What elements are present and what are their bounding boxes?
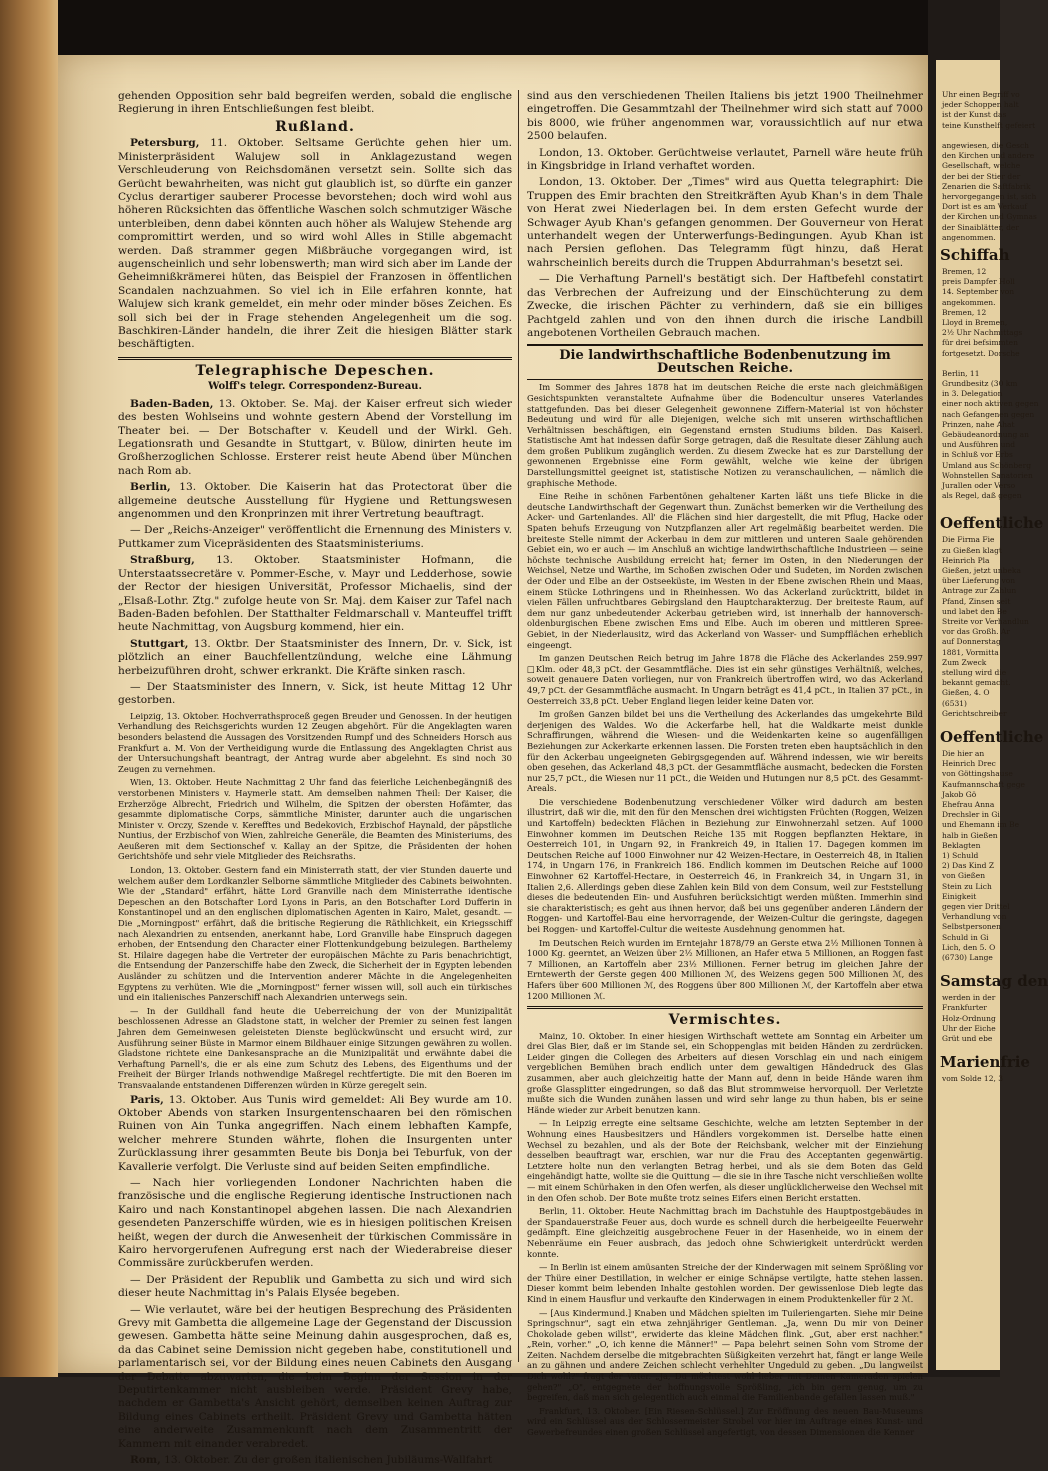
dateline: Stuttgart,	[130, 637, 189, 650]
london-news-1: London, 13. Oktober. Gerüchtweise verlautet, Parnell wäre heute früh in Kingsbridge in Irland verhaftet worden.	[527, 146, 923, 173]
london-article-2: — In der Guildhall fand heute die Ueberreichung der von der Munizipalität beschlossenen Adresse an Gladstone statt, in welcher der Premier zu seinen fest langen Jahren dem Gemeinwesen geleisteten Dienste beglückwünscht und ersucht wird, zur Ausführung seiner Büste in Marmor einem Bildhauer einige Sitzungen gewähren zu wollen. Gladstone richtete eine Dankesansprache an die Munizipalität und erwähnte dabei die Verhaftung Parnell's, die er als eine zum Schutz des Lebens, des Eigenthums und der Freiheit der Bürger Irlands nothwendige Maßregel rechtfertigte. Die mit den Boeren im Transvaalande entstandenen Differenzen würden in Kürze geregelt sein.	[118, 1005, 512, 1090]
edge-text-line: der Kirchen und Gymnas	[942, 212, 1037, 222]
dateline: Berlin,	[130, 481, 171, 494]
adjacent-page-edge	[936, 60, 1048, 1370]
edge-text-line: Uhr der Eiche	[942, 1023, 996, 1033]
edge-heading: Schiffah	[940, 246, 1010, 264]
edge-text-line: und Ausführen und	[942, 440, 1016, 450]
edge-text-line: Jurallen oder Verso	[942, 481, 1016, 490]
edge-text-line: Zum Zweck	[942, 657, 987, 667]
edge-text-line: vor das Großh. Ar	[942, 627, 1010, 637]
wien-article: Wien, 13. Oktober. Heute Nachmittag 2 Uhr fand das feierliche Leichenbegängniß des verstorbenen Ministers v. Haymerle statt. Am demselben nahmen Theil: Der Kaiser, die Erzherzöge Albrecht, Friedrich und Wilhelm, die Spitzen der obersten Hofämter, das gesammte diplomatische Corps, sämmtliche Minister, darunter auch die ungarischen Minister v. Orczy, Szende v. Kerefftes und Bedekovich, Erzbischof Haynald, der päpstliche Nuntius, der Erzbischof von Wien, zahlreiche Generäle, die Beamten des Ministeriums, des Aeußeren mit dem Sectionschef v. Kallay an der Spitze, die Präsidenten der hohen Gerichtshöfe und sehr viele Mitglieder des Reichsraths.	[118, 777, 512, 862]
edge-text-line: Lich, den 5. O	[942, 942, 996, 952]
strassburg-article	[118, 554, 512, 634]
edge-text-line: für drei befsimmten	[942, 338, 1018, 348]
london-news-2: London, 13. Oktober. Der „Times" wird aus Quetta telegraphirt: Die Truppen des Emir brachten den Streitkräften Ayub Khan's in dem Thale von Herat zwei Niederlagen bei. In dem ersten Gefecht wurde der Schwager Ayub Khan's gefangen genommen. Der Gouverneur von Herat unterhandelt wegen der Unterwerfungs-Bedingungen. Ayub Khan ist nach Persien geflohen. Das Telegramm fügt hinzu, daß Herat wahrscheinlich bereits durch die Truppen Abdurrahman's besetzt sei.	[527, 176, 923, 269]
edge-text-line: Umland aus Schönberg	[942, 460, 1031, 470]
article-text: Zu der großen italienischen Jubiläums-Wallfahrt	[233, 1454, 493, 1467]
edge-text-line: ist der Kunst das	[942, 110, 1007, 120]
misc-article: Berlin, 11. Oktober. Heute Nachmittag brach im Dachstuhle des Hauptpostgebäudes in der Spandauerstraße Feuer aus, doch wurde es schnell durch die herbeigeeilte Feuerwehr gedämpft. Eine gleichzeitig ausgebrochene Feuer in der Hasenheide, wo in einem der Nebenräume ein Feuer ausbrach, das jedoch ohne Schwierigkeit unterdrückt werden konnte.	[527, 1206, 923, 1259]
edge-text-line: hervorgegangen ist, sich	[942, 192, 1037, 201]
edge-text-line: jeder Schoppen halt	[942, 100, 1019, 110]
edge-text-line: Gießen, 4. O	[942, 688, 990, 698]
rom-article	[118, 1454, 512, 1467]
date: 13. Oktbr.	[193, 637, 250, 650]
edge-text-line: und Ehemann im Be	[942, 820, 1020, 830]
edge-text-line: Streite vor Verhandlun	[942, 617, 1029, 626]
dateline: Rom,	[130, 1454, 161, 1467]
edge-text-line: Einigkeit	[942, 891, 977, 901]
column-divider	[518, 90, 519, 1362]
misc-article: Mainz, 10. Oktober. In einer hiesigen Wirthschaft wettete am Sonntag ein Arbeiter um drei Glas Bier, daß er im Stande sei, ein Schoppenglas mit beiden Händen zu zerdrücken. Leider gingen die Collegen des Arbeiters auf diesen Vorschlag ein und nach einigem vergeblichen Bemühen brach endlich unter dem gewaltigen Händedruck des Glas zusammen, aber auch gleichzeitig hatte der Mann auf, denn in beide Hände waren ihm große Glassplitter eingedrungen, so daß das Blut strommweise hervorquoll. Der Verletzte mußte sich die Wunden zunähen lassen und wird sehr lange zu thun haben, bis er seine Hände wieder zur Arbeit benutzen kann.	[527, 1030, 923, 1115]
berlin-article	[118, 481, 512, 521]
feature-paragraph: Die verschiedene Bodenbenutzung verschiedener Völker wird dadurch am besten illustrirt, daß wir die, mit den für den Menschen drei wichtigsten Früchten (Roggen, Weizen und Kartoffeln) bedeckten Flächen in Beziehung zur Einwohnerzahl setzen. Auf 1000 Einwohner kommen im Deutschen Reiche 135 mit Roggen bepflanzten Hektare, in Oesterreich 101, in Ungarn 92, in Frankreich 49, in Italien 17. Dagegen kommen im Deutschen Reiche auf 1000 Einwohner nur 42 Weizen-Hectare, in Oesterreich 48, in Italien 174, in Ungarn 176, in Frankreich 186. Endlich kommen im Deutschen Reiche auf 1000 Einwohner 62 Kartoffel-Hectare, in Oesterreich 46, in Frankreich 34, in Ungarn 31, in Italien 2,6. Allerdings geben diese Zahlen kein Bild von dem Consum, weil zur Feststellung dieses die bedeutenden Ein- und Ausfuhren berücksichtigt werden müßten. Immerhin sind sie charakteristisch; es geht aus ihnen hervor, daß bei uns gegenüber anderen Ländern der Roggen- und Kartoffel-Bau eine hervorragende, der Weizen-Cultur die geringste, dagegen bei Roggen- und Kartoffel-Cultur die weiteste Ausdehnung genommen hat.	[527, 796, 923, 934]
edge-text-line: Die Firma Fie	[942, 535, 995, 545]
petersburg-article	[118, 137, 512, 352]
edge-text-line: 1) Schuld	[942, 851, 979, 860]
feature-paragraph: Eine Reihe in schönen Farbentönen gehaltener Karten läßt uns tiefe Blicke in die deutsche Landwirthschaft der Gegenwart thun. Zunächst bemerken wir die Vertheilung des Acker- und Gartenlandes. All' die Flächen sind hier dargestellt, die mit Pflug, Hacke oder Spaten behufs Erzeugung von Nutzpflanzen aller Art regelmäßig bearbeitet werden. Die breiteste Stelle nimmt der Ackerbau in dem zur mittleren und unteren Saale gehörenden Gebiet ein, wo er auch — im Anschluß an wichtige landwirthschaftliche Industrieen — seine höchste technische Ausbildung erreicht hat; ferner im Osten, in den Niederungen der Weichsel, Netze und Warthe, im Schoßen zwischen Oder und Sudeten, im Norden zwischen der Oder und Elbe an der Ostseeküste, im Westen in der Ebene zwischen Rhein und Maas, einem Stücke Lothringens und in Rheinhessen. Wo das Ackerland zurücktritt, bildet in vielen Fällen unfruchtbares Gebirgsland den Hauptcharakterzug. Der breiteste Raum, auf dem nur ganz unbedeutender Ackerbau getrieben wird, ist innerhalb der hannoversch-oldenburgischen Ebene zwischen Ems und Elbe. Auch im oberen und mittleren Spree-Gebiet, in der Niederlausitz, wird das Ackerland von Wasser- und Sumpfflächen erheblich eingeengt.	[527, 491, 923, 650]
stuttgart-article	[118, 638, 512, 678]
edge-text-line: Gesellschaft, welche	[942, 161, 1021, 171]
edge-text-line: (6531)	[942, 698, 967, 708]
misc-article: — [Aus Kindermund.] Knaben und Mädchen spielten im Tuileriengarten. Siehe mir Deine Springschnur", sagt ein etwa zehnjähriger Gentleman. „Ja, wenn Du mir von Deiner Chokolade geben willst", erwiderte das kleine Mädchen flink. „Gut, aber erst nachher." „Rein, vorher." „O, ich kenne die Männer!" — Papa belehrt seinen Sohn vom Strome der Zeiten. Nachdem derselbe die mitgebrachten Süßigkeiten verzehrt hat, fängt er lange Weile an zu gähnen und andere Zeichen schlecht verhehlter Ungeduld zu geben. „Du langweilst Dich wohl?" fragt der Vater. „Ja, Du möchtest wohl lieber mit Deinen Kameraden spielen gehen?" „O", entgegnete der hoffnungsvolle Sprößling, „ich bin gern genug, um zu begreifen, daß man sich gelegentlich auch einmal die Familienbande gefallen lassen muß."	[527, 1307, 923, 1403]
edge-text-line: fortgesetzt. Dorsche	[942, 348, 1020, 358]
edge-text-line: 14. September von	[942, 287, 1015, 297]
article-text: Die Kaiserin hat das Protectorat über die allgemeine deutsche Ausstellung für Hygiene und Rettungswesen angenommen und den Kronprinzen mit ihrer Vertretung beauftragt.	[118, 481, 512, 521]
leipzig-article: Leipzig, 13. Oktober. Hochverrathsproceß gegen Breuder und Genossen. In der heutigen Verhandlung des Reichsgerichts wurden 12 Zeugen abgehört. Für die Angeklagten waren besonders belastend die Aussagen des Vorsitzenden Rumpf und des Schneiders Horsch aus Frankfurt a. M. Von der Vertheidigung wurde die Entlassung des Angeklagten Christ aus der Untersuchungshaft beantragt, der Antrag wurde aber abgelehnt. Es sind noch 30 Zeugen zu vernehmen.	[118, 710, 512, 774]
feature-paragraph: Im Sommer des Jahres 1878 hat im deutschen Reiche die erste nach gleichmäßigen Gesichtspunkten veranstaltete Aufnahme über die Bodencultur unseres Vaterlandes stattgefunden. Das bei dieser Gelegenheit gewonnene Ziffern-Material ist von höchster Bedeutung und wird für alle Diejenigen, welche sich mit unseren wirthschaftlichen Verhältnissen beschäftigen, ein Gegenstand ernsten Studiums bilden. Das Kaiserl. Statistische Amt hat indessen dafür Sorge getragen, daß die Resultate dieser Zählung auch dem großen Publikum zugänglich werden. Zu diesem Zwecke hat es zur Darstellung der gewonnenen Ergebnisse eine Form gewählt, welche wie keine der übrigen Darstellungsmittel geeignet ist, statistische Notizen zu veranschaulichen, — nämlich die graphische Methode.	[527, 382, 923, 488]
dateline: Petersburg,	[130, 137, 200, 150]
edge-text-line: angekommen.	[942, 297, 996, 307]
date: 13. Oktober.	[216, 554, 301, 567]
date: 13. Oktober.	[218, 397, 287, 410]
edge-text-line: nach Gefangenen gegen	[942, 409, 1035, 419]
edge-text-line: Frankfurter	[942, 1003, 987, 1013]
edge-text-line: gegen vier Drittel	[942, 902, 1010, 911]
article-text: Se. Maj. der Kaiser erfreut sich wieder des besten Wohlseins und wohnte gestern Abend der Vorstellung im Theater bei. — Der Botschafter v. Keudell und der Wirkl. Geh. Legationsrath und Gesandte in Stuttgart, v. Bülow, dinirten heute im Großherzoglichen Schlosse. Ersterer reist heute Abend über München nach Rom ab.	[118, 397, 512, 477]
edge-text-line: preis Dampfer Holl	[942, 277, 1015, 287]
edge-text-line: und labet den Be	[942, 606, 1007, 616]
edge-text-line: von Göttingshause	[942, 769, 1013, 779]
dateline: Paris,	[130, 1093, 164, 1106]
date: 13. Oktober.	[168, 1093, 237, 1106]
edge-text-line: stellung wird die	[942, 668, 1007, 677]
section-heading-vermischtes: Vermischtes.	[668, 1012, 782, 1029]
left-column	[118, 90, 512, 1471]
edge-text-line: einer noch aktiven gegen	[942, 399, 1039, 409]
edge-text-line: über Lieferung von	[942, 576, 1016, 586]
edge-heading: Marienfrie	[940, 1053, 1030, 1072]
edge-text-line: als Regel, daß gegen	[942, 491, 1022, 501]
edge-text-line: Pfand, Zinsen seit	[942, 596, 1011, 606]
edge-text-line: vom Solde 12, 3	[942, 1074, 1004, 1084]
paris-article-2: — Nach hier vorliegenden Londoner Nachrichten haben die französische und die englische Regierung identische Instructionen nach Kairo und nach Konstantinopel abgehen lassen. Die nach Alexandrien gesendeten Panzerschiffe würden, wie es in hiesigen politischen Kreisen heißt, wegen der durch die Anwesenheit der türkischen Commissäre in Kairo hervorgerufenen Aufregung erst nach der Wiederabreise dieser Commissäre zurückberufen werden.	[118, 1176, 512, 1270]
feature-paragraph: Im Deutschen Reich wurden im Erntejahr 1878/79 an Gerste etwa 2½ Millionen Tonnen à 1000 Kg. geerntet, an Weizen über 2½ Millionen, an Hafer etwa 5 Millionen, an Roggen fast 7 Millionen, an Kartoffeln aber 23½ Millionen. Ferner betrug im gleichen Jahre der Erntewerth der Gerste gegen 400 Millionen ℳ, des Weizens gegen 500 Millionen ℳ, des Hafers über 600 Millionen ℳ, des Roggens über 800 Millionen ℳ, der Kartoffeln aber etwa 1200 Millionen ℳ.	[527, 937, 923, 1001]
right-column	[527, 90, 923, 1441]
edge-text-line: Verhandlung von	[942, 912, 1007, 922]
edge-text-line: Wohnstellen Sanatorien	[942, 470, 1033, 480]
edge-text-line: Bremen, 12	[942, 307, 987, 317]
edge-text-line: Gebäudeanordnung an	[942, 430, 1029, 439]
paris-article-4: — Wie verlautet, wäre bei der heutigen Besprechung des Präsidenten Grevy mit Gambetta die allgemeine Lage der Gegenstand der Discussion gewesen. Gambetta hätte seine Meinung dahin ausgesprochen, daß es, da das Cabinet seine Demission nicht gegeben habe, constitutionell und parlamentarisch sei, vor der Bildung eines neuen Cabinets den Ausgang der Debatte abzuwarten, die beim Beginn der Session in der Deputirtenkammer nicht ausbleiben werde. Präsident Grevy habe, nachdem er Gambetta's Ansicht gehört, demselben keinen Auftrag zur Bildung eines Cabinets ertheilt. Präsident Grevy und Gambetta hätten eine anderweite Zusammenkunft nach dem Zusammentritt der Kammern mit einander verabredet.	[118, 1303, 512, 1450]
edge-text-line: Holz-Ordnung	[942, 1013, 996, 1023]
paris-article	[118, 1094, 512, 1174]
article-text: Der Staatsminister des Innern, Dr. v. Sick, ist plötzlich an einer Bauchfellentzündung, welche eine Lähmung herbeizuführen droht, schwer erkrankt. Die Kräfte sinken rasch.	[118, 637, 513, 677]
rom-continuation: sind aus den verschiedenen Theilen Italiens bis jetzt 1900 Theilnehmer eingetroffen. Die Gesammtzahl der Theilnehmer wird sich statt auf 7000 bis 8000, wie früher angenommen war, voraussichtlich auf nur etwa 2500 belaufen.	[527, 90, 923, 143]
edge-text-line: in 3. Delegation	[942, 389, 1003, 399]
edge-text-line: Uhr einen Begriff vo	[942, 90, 1020, 99]
misc-article: Frankfurt, 13. Oktober. [Ein Riesen-Schlüssel.] Zur Eröffnung des neuen Bau-Museums wird ein Schlüssel aus der Schlossermeister Strobel vor hier im Auftrage eines Kunst- und Gewerbefreundes einen großen Schlüssel angefertigt, von dessen Dimensionen die Kenner	[527, 1405, 923, 1438]
edge-text-line: Berlin, 11	[942, 368, 980, 378]
edge-text-line: (6730) Lange	[942, 953, 993, 962]
edge-text-line: Stein zu Lich	[942, 881, 992, 891]
article-text: Staatsminister Hofmann, die Unterstaatssecretäre v. Pommer-Esche, v. Mayr und Ledderhose, sowie der Rector der hiesigen Universität, Professor Michaelis, sind der „Elsaß-Lothr. Ztg." zufolge heute von Sr. Maj. dem Kaiser zur Tafel nach Baden-Baden befohlen. Der Statthalter Feldmarschall v. Manteuffel trifft heute Nachmittag, von Augsburg kommend, hier ein.	[118, 554, 512, 634]
date: 13. Oktober.	[164, 1454, 231, 1467]
edge-text-line: Selbstpersonen	[942, 922, 1001, 932]
edge-heading: Oeffentliche	[940, 728, 1044, 746]
edge-text-line: Drechsler in Gi	[942, 810, 1000, 820]
dark-background	[58, 0, 928, 55]
edge-text-line: Gießen, jetzt unbeka	[942, 566, 1021, 575]
edge-text-line: Heinrich Drec	[942, 759, 996, 769]
edge-text-line: 2½ Uhr Nachmittags	[942, 328, 1023, 338]
edge-text-line: Heinrich Pla	[942, 555, 990, 565]
date: 13. Oktober.	[179, 481, 251, 494]
article-text: Aus Tunis wird gemeldet: Ali Bey wurde am 10. Oktober Abends von starken Insurgentenschaaren bei den römischen Ruinen von Ain Tunka angegriffen. Nach einem lebhaften Kampfe, welcher mehrere Stunden währte, flohen die Insurgenten unter Zurücklassung ihrer gesammten Beute bis Donja bei Teburfuk, von der Kavallerie verfolgt. Die Verluste sind auf beiden Seiten empfindliche.	[118, 1093, 512, 1173]
feature-heading: Die landwirthschaftliche Bodenbenutzung im Deutschen Reiche.	[527, 344, 923, 380]
dateline: Baden-Baden,	[130, 397, 214, 410]
edge-text-line: Gerichtschreiber	[942, 708, 1007, 718]
edge-text-line: den Kirchen und andere	[942, 151, 1035, 161]
book-spine	[0, 0, 58, 1377]
edge-text-line: Die hier an	[942, 749, 985, 758]
dateline: Straßburg,	[130, 554, 195, 567]
london-news-3: — Die Verhaftung Parnell's bestätigt sich. Der Haftbefehl constatirt das Verbrechen der Aufreizung und der Einschüchterung zu dem Zwecke, die irischen Pächter zu verhindern, daß sie ein billiges Pachtgeld zahlen und von den ihnen durch die irische Landbill angebotenen Vortheilen Gebrauch machen.	[527, 273, 923, 339]
edge-text-line: Grundbesitz (30 km	[942, 379, 1018, 388]
misc-article: — In Berlin ist einem amüsanten Streiche der der Kinderwagen mit seinem Sprößling vor der Thüre einer Destillation, in welcher er einige Schnäpse vertilgte, hatte stehen lassen. Dieser kommt beim lebenden Inhalte gestohlen worden. Der gewissenlose Dieb legte das Kind in einem Hausflur und verkaufte den Kinderwagen in einem Produktenkeller für 2 ℳ.	[527, 1262, 923, 1304]
edge-text-line: werden in der	[942, 993, 996, 1003]
bureau-subheading: Wolff's telegr. Correspondenz-Bureau.	[208, 381, 422, 393]
berlin-article-2: — Der „Reichs-Anzeiger" veröffentlicht die Ernennung des Ministers v. Puttkamer zum Vicepräsidenten des Staatsministeriums.	[118, 524, 512, 550]
edge-text-line: 1881, Vormitta	[942, 647, 999, 657]
edge-text-line: angenommen.	[942, 232, 996, 242]
misc-article: — In Leipzig erregte eine seltsame Geschichte, welche am letzten September in der Wohnung eines Hausbesitzers und Händlers vorgekommen ist. Derselbe hatte einen Wechsel zu bezahlen, und als der Bote der Reichsbank, welcher mit der Einziehung desselben beauftragt war, erschien, war nur die Frau des Acceptanten gegenwärtig. Letztere holte nun den verlangten Betrag herbei, und als sie dem Boten das Geld eingehändigt hatte, wollte sie die Quittung — die sie in ihre Tasche nicht verschließen wollte — mit einem Schürhaken in den Ofen werfen, als dieser unglücklicherweise den Wechsel mit in den Ofen schob. Der Bote mußte trotz seines Eifers einen Bericht erstatten.	[527, 1118, 923, 1203]
edge-text-line: der bei der Stier der	[942, 171, 1021, 181]
edge-text-line: in Schluß vor Erbs	[942, 450, 1013, 460]
edge-text-line: Zenarien die Saftfabrik	[942, 181, 1031, 191]
edge-text-line: Jakob Gö	[942, 789, 977, 799]
section-heading-telegrams: Telegraphische Depeschen.	[195, 362, 435, 379]
edge-text-line: bekannt gemacht.	[942, 678, 1011, 688]
edge-text-line: auf Donnerstag	[942, 637, 1001, 647]
section-rule	[527, 1006, 923, 1009]
feature-paragraph: Im großen Ganzen bildet bei uns die Vertheilung des Ackerlandes das umgekehrte Bild derjenigen des Waldes. Wo die Ackerfarbe hell, hat die Waldkarte meist dunkle Schraffirungen, während die Wiesen- und die Weidenkarten keine so augenfälligen Beziehungen zur Ackerkarte erkennen lassen. Die Forsten treten eben hauptsächlich in den für den Ackerbau ungeeigneten Gebirgsgegenden auf. Während indessen, wie wir bereits oben gesehen, das Ackerland 48,3 pCt. der Gesammtfläche ausmacht, bedecken die Forsten nur 25,7 pCt., die Wiesen nur 11 pCt., die Weiden und Hutungen nur 8,5 pCt. des Gesammt-Areals.	[527, 709, 923, 794]
section-rule	[118, 357, 512, 360]
edge-text-line: zu Gießen klagt	[942, 545, 1002, 555]
edge-text-line: von Gießen	[942, 871, 986, 881]
section-heading-russland: Rußland.	[275, 118, 355, 135]
london-article: London, 13. Oktober. Gestern fand ein Ministerrath statt, der vier Stunden dauerte und welchem außer dem Lordkanzler Selborne sämmtliche Mitglieder des Cabinets beiwohnten. Wie der „Standard" erfährt, hätte Lord Granville nach dem Ministerrathe identische Depeschen an den Botschafter Lord Lyons in Paris, an den Botschafter Lord Dufferin in Konstantinopel und an den englischen diplomatischen Agenten in Kairo, Malet, gesandt. — Die „Morningpost" erfährt, daß die britische Regierung die Räthlichkeit, ein Kriegsschiff nach Alexandrien zu entsenden, anerkannt habe, Lord Granville habe Einspruch dagegen erhoben, der Entsendung den Character einer Flottenkundgebung beizulegen. Barthelemy St. Hilaire dagegen habe die Vertreter der europäischen Mächte zu Paris benachrichtigt, die Entsendung der Panzerschiffe habe den Zweck, die Sicherheit der in Egypten lebenden Ausländer zu schützen und die Intervention anderer Mächte in die Angelegenheiten Egyptens zu verhüten. Wie die „Morningpost" ferner wissen will, soll auch ein türkisches und ein italienisches Panzerschiff nach Alexandrien unterwegs sein.	[118, 865, 512, 1003]
edge-text-line: Lloyd in Bremen,	[942, 318, 1008, 327]
article-text: Seltsame Gerüchte gehen hier um. Ministerpräsident Walujew soll in Anklagezustand wegen Verschleuderung von Reichsdomänen versetzt sein. Sollte sich das Gerücht bewahrheiten, was nicht gut glaublich ist, so dürfte ein ganzer Cyclus derartiger sauberer Processe bevorstehen; doch wird wohl aus höheren Rücksichten das öffentliche Waschen solch schmutziger Wäsche unterbleiben, denn dabei könnten auch höher als Walujew Stehende arg compromittirt werden, und so wird wohl Alles in Stille abgemacht werden. Daß strammer gegen Mißbräuche vorgegangen wird, ist augenscheinlich und sehr lobenswerth; man wird sich aber im Lande der Geheimnißkrämerei hüten, das Beispiel der Franzosen in öffentlichen Scandalen nachzuahmen. So viel ich in Eile erfahren konnte, hat Walujew sich krank gemeldet, ein mehr oder minder böses Zeichen. Es soll sich bei der in Frage stehenden Angelegenheit um die sog. Baschkiren-Länder handeln, die ihrer Zeit die hiesigen Blätter stark beschäftigten.	[118, 137, 512, 351]
edge-text-line: Prinzen, nahe Ahat	[942, 419, 1015, 429]
edge-text-line: Beklagten	[942, 840, 981, 850]
edge-text-line: Antrage zur Zahlun	[942, 586, 1017, 596]
edge-text-line: Schuld in Gi	[942, 932, 989, 942]
baden-article	[118, 398, 512, 478]
edge-text-line: der Sinaiblätter, der	[942, 222, 1019, 232]
edge-text-line: Bremen, 12	[942, 267, 987, 276]
edge-text-line: Kaufmannschaft gege	[942, 779, 1025, 789]
edge-text-line: angewiesen, die Gesch	[942, 141, 1030, 150]
intro-paragraph: gehenden Opposition sehr bald begreifen werden, sobald die englische Regierung in ihren Entschließungen fest bleibt.	[118, 90, 512, 116]
paris-article-3: — Der Präsident der Republik und Gambetta zu sich und wird sich dieser heute Nachmittag in's Palais Elysée begeben.	[118, 1273, 512, 1300]
edge-text-line: 2) Das Kind Z	[942, 861, 995, 871]
date: 11. Oktober.	[210, 137, 284, 150]
feature-paragraph: Im ganzen Deutschen Reich betrug im Jahre 1878 die Fläche des Ackerlandes 259.997 □Klm. oder 48,3 pCt. der Gesammtfläche. Dies ist ein sehr günstiges Verhältniß, welches, soweit genauere Daten vorliegen, nur von Frankreich übertroffen wird, wo das Ackerland 49,7 pCt. der Gesammtfläche ausmacht. In Ungarn beträgt es 41,4 pCt., in Italien 37 pCt., in Oesterreich 33,8 pCt. Ueber England liegen leider keine Daten vor.	[527, 653, 923, 706]
stuttgart-article-2: — Der Staatsminister des Innern, v. Sick, ist heute Mittag 12 Uhr gestorben.	[118, 680, 512, 707]
edge-heading: Samstag den	[940, 972, 1048, 991]
edge-text-line: teine Kunsthelft gefeiert	[942, 120, 1036, 130]
edge-text-line: Grüt und ebe	[942, 1034, 993, 1043]
edge-text-line: Dort ist es am Verkauf	[942, 202, 1028, 212]
edge-text-line: halb in Gießen	[942, 830, 998, 840]
edge-heading: Oeffentliche	[940, 514, 1044, 533]
edge-text-line: Ehefrau Anna	[942, 800, 995, 809]
